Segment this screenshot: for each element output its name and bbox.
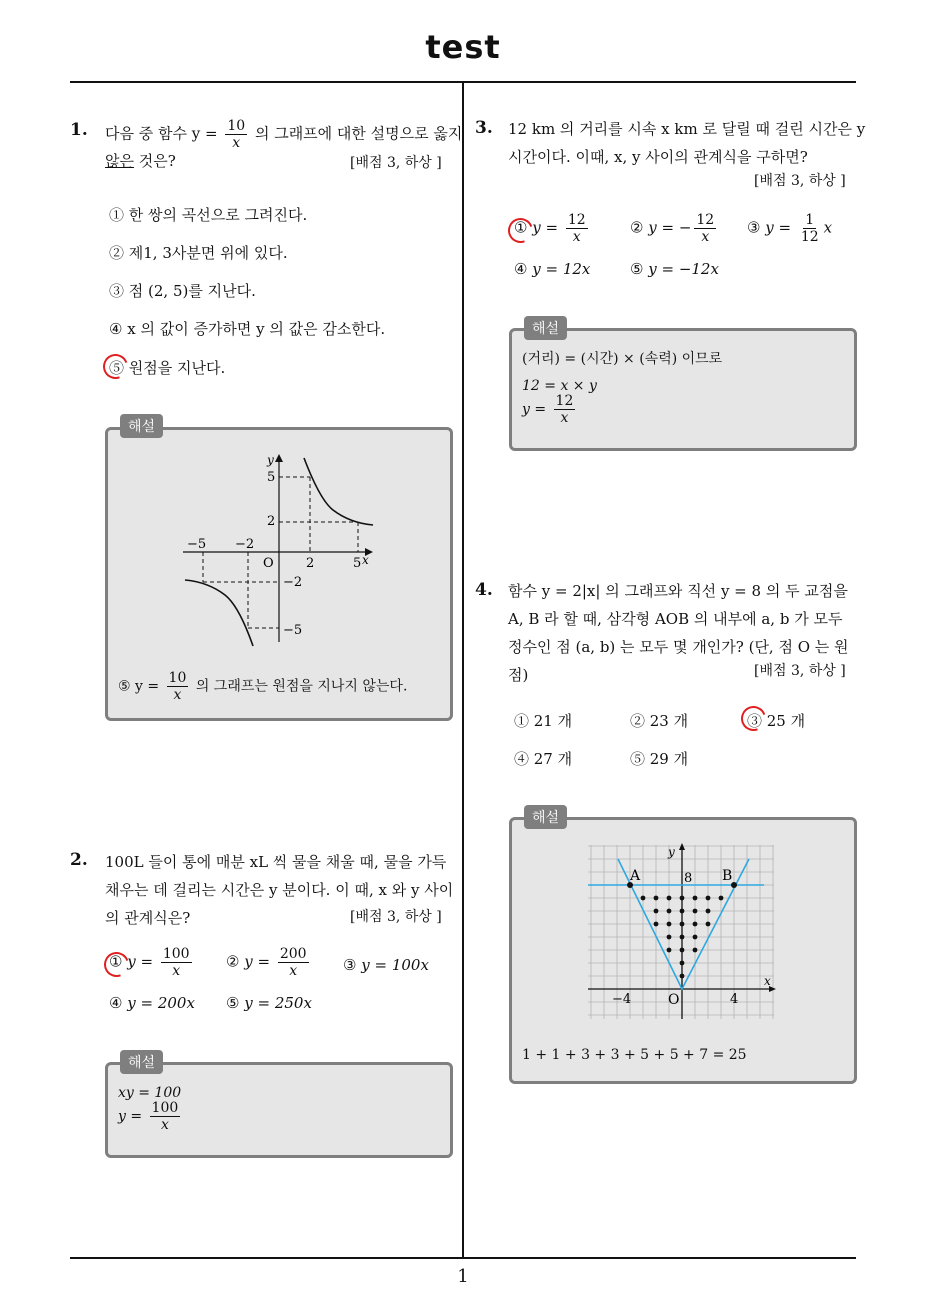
q3-option-2[interactable] xyxy=(630,212,719,245)
lattice-point xyxy=(680,935,685,940)
tick-yn2: −2 xyxy=(283,575,303,590)
q3-explanation-tag: 해설 xyxy=(524,316,567,340)
q1-stem-d: 것은? xyxy=(133,152,176,170)
lattice-point xyxy=(693,909,698,914)
q3-stem xyxy=(508,115,866,171)
q3-line1: 12 km 의 거리를 시속 x km 로 달릴 때 걸린 시간은 y xyxy=(508,120,866,138)
q4-option-4[interactable]: ④ 27 개 xyxy=(514,750,573,768)
column-divider xyxy=(462,83,464,1259)
q3-exp-den: x xyxy=(560,410,569,426)
lattice-point xyxy=(654,922,659,927)
q3-exp-l3-pre: y = xyxy=(522,401,551,418)
q4-explanation-sum: 1 + 1 + 3 + 3 + 5 + 5 + 7 = 25 xyxy=(522,1047,747,1063)
q2-exp-frac xyxy=(150,1100,181,1133)
q1-option-3[interactable]: ③ 점 (2, 5)를 지난다. xyxy=(109,282,256,300)
tick-y5: 5 xyxy=(267,470,276,485)
q3-exp-l2: 12 = x × y xyxy=(522,378,597,394)
q3-opt1-num: 12 xyxy=(567,212,586,228)
label-y: y xyxy=(668,845,675,859)
q2-line3: 의 관계식은? xyxy=(105,909,191,927)
q3-opt2-frac xyxy=(694,212,716,245)
q4-option-2[interactable]: ② 23 개 xyxy=(630,712,689,730)
page-title: test xyxy=(425,28,501,66)
q2-opt2-frac xyxy=(278,946,309,979)
q2-opt5-label: ⑤ xyxy=(226,994,240,1012)
q1-option-4[interactable]: ④ x 의 값이 증가하면 y 의 값은 감소한다. xyxy=(109,320,386,338)
q2-opt4-label: ④ xyxy=(109,994,123,1012)
q3-option-5[interactable] xyxy=(630,260,719,278)
q3-opt2-label: ② xyxy=(630,218,644,237)
q1-exp-fraction xyxy=(167,670,189,703)
q4-line3: 정수인 점 (a, b) 는 모두 몇 개인가? (단, 점 O 는 원 xyxy=(508,638,849,656)
q1-hyperbola-graph xyxy=(175,450,385,650)
q3-opt2-pre: y = − xyxy=(648,218,692,237)
q3-exp-line3 xyxy=(522,393,578,426)
q2-number: 2. xyxy=(70,850,88,870)
q2-exp-l2-pre: y = xyxy=(118,1108,147,1125)
q1-exp-a: ⑤ y = xyxy=(118,678,164,695)
q3-opt1-label: ① xyxy=(514,218,528,237)
q2-opt5-text: y = 250x xyxy=(244,994,312,1012)
q3-opt1-pre: y = xyxy=(532,218,563,237)
q4-points: [배점 3, 하상 ] xyxy=(754,663,846,679)
q3-points: [배점 3, 하상 ] xyxy=(754,173,846,189)
q1-exp-num: 10 xyxy=(168,670,187,686)
lattice-point xyxy=(706,922,711,927)
q2-points: [배점 3, 하상 ] xyxy=(350,909,442,925)
q1-stem-a: 다음 중 함수 y = xyxy=(105,124,223,143)
curve-first-quadrant xyxy=(304,458,373,525)
lattice-point xyxy=(693,935,698,940)
q2-explanation-tag: 해설 xyxy=(120,1050,163,1074)
q1-exp-den: x xyxy=(173,687,182,703)
graph-origin: O xyxy=(263,556,274,571)
q2-exp-line2 xyxy=(118,1100,183,1133)
q3-exp-num: 12 xyxy=(555,393,574,409)
q2-exp-l1: xy = 100 xyxy=(118,1085,182,1101)
q1-exp-b: 의 그래프는 원점을 지나지 않는다. xyxy=(191,678,408,695)
lattice-point xyxy=(706,896,711,901)
q1-option-1[interactable]: ① 한 쌍의 곡선으로 그려진다. xyxy=(109,206,308,224)
label-4: 4 xyxy=(730,992,739,1007)
q3-opt5-label: ⑤ xyxy=(630,260,644,278)
q4-line4: 점) xyxy=(508,666,529,684)
q4-lattice-graph xyxy=(588,843,778,1021)
q4-option-1[interactable]: ① 21 개 xyxy=(514,712,573,730)
q2-option-3[interactable] xyxy=(343,956,429,974)
lattice-point xyxy=(667,948,672,953)
page-number: 1 xyxy=(457,1266,469,1287)
q3-option-3[interactable] xyxy=(747,212,832,245)
label-neg4: −4 xyxy=(612,992,632,1007)
q3-option-4[interactable] xyxy=(514,260,590,278)
label-origin: O xyxy=(668,992,680,1008)
q2-line2: 채우는 데 걸리는 시간은 y 분이다. 이 때, x 와 y 사이 xyxy=(105,881,454,899)
label-B: B xyxy=(722,868,733,884)
q3-line2: 시간이다. 이때, x, y 사이의 관계식을 구하면? xyxy=(508,148,808,166)
q3-opt3-label: ③ xyxy=(747,218,761,237)
q3-opt4-label: ④ xyxy=(514,260,528,278)
curve-third-quadrant xyxy=(185,580,253,646)
footer-rule xyxy=(70,1257,856,1259)
q4-line2: A, B 라 할 때, 삼각형 AOB 의 내부에 a, b 가 모두 xyxy=(508,610,843,628)
lattice-point xyxy=(680,974,685,979)
lattice-point xyxy=(680,922,685,927)
lattice-point xyxy=(693,922,698,927)
q4-option-3[interactable]: ③ 25 개 xyxy=(747,712,806,730)
tick-xn5: −5 xyxy=(187,537,207,552)
label-x: x xyxy=(764,974,771,988)
q2-option-4[interactable] xyxy=(109,994,195,1012)
q2-opt4-text: y = 200x xyxy=(127,994,195,1012)
q4-explanation-tag: 해설 xyxy=(524,805,567,829)
q4-option-5[interactable]: ⑤ 29 개 xyxy=(630,750,689,768)
lattice-point xyxy=(667,922,672,927)
q3-opt4-text: y = 12x xyxy=(532,260,591,278)
q3-opt3-num: 1 xyxy=(805,212,815,228)
q1-stem-c: 않은 xyxy=(105,152,134,170)
q1-number: 1. xyxy=(70,120,88,140)
q3-opt1-den: x xyxy=(572,229,581,245)
label-A: A xyxy=(630,868,641,884)
lattice-point xyxy=(680,948,685,953)
graph-x-label: x xyxy=(362,553,369,567)
q2-option-5[interactable] xyxy=(226,994,312,1012)
q1-option-2[interactable]: ② 제1, 3사분면 위에 있다. xyxy=(109,244,288,262)
lattice-point xyxy=(680,961,685,966)
q1-answer-mark xyxy=(99,350,132,383)
q2-opt1-pre: y = xyxy=(127,952,158,971)
q2-opt2-num: 200 xyxy=(279,946,307,962)
q1-option-5[interactable]: ⑤ 원점을 지난다. xyxy=(109,359,226,377)
lattice-point xyxy=(706,909,711,914)
q4-line1: 함수 y = 2|x| 의 그래프와 직선 y = 8 의 두 교점을 xyxy=(508,582,848,600)
q2-opt1-num: 100 xyxy=(162,946,190,962)
q2-opt1-frac xyxy=(161,946,192,979)
lattice-point xyxy=(654,896,659,901)
q2-option-2[interactable] xyxy=(226,946,312,979)
q1-points: [배점 3, 하상 ] xyxy=(350,155,442,171)
lattice-point xyxy=(667,896,672,901)
lattice-point xyxy=(680,909,685,914)
graph-y-label: y xyxy=(267,453,274,467)
label-8: 8 xyxy=(684,871,693,886)
lattice-point xyxy=(667,935,672,940)
y-axis-arrow xyxy=(679,843,685,850)
q2-opt3-label: ③ xyxy=(343,956,357,974)
q3-opt5-text: y = −12x xyxy=(648,260,719,278)
q3-opt2-den: x xyxy=(701,229,710,245)
q2-line1: 100L 들이 통에 매분 xL 씩 물을 채울 때, 물을 가득 xyxy=(105,853,447,871)
lattice-point xyxy=(667,909,672,914)
lattice-point xyxy=(654,909,659,914)
tick-x5: 5 xyxy=(353,556,362,571)
q1-frac-num: 10 xyxy=(227,118,246,134)
q3-opt3-post: x xyxy=(823,218,833,237)
q1-fraction xyxy=(225,118,247,151)
q1-explanation-text xyxy=(118,670,407,703)
q3-exp-frac xyxy=(554,393,576,426)
q3-opt1-frac xyxy=(566,212,588,245)
y-axis-arrow xyxy=(275,454,283,462)
q3-exp-line1: (거리) = (시간) × (속력) 이므로 xyxy=(522,351,723,367)
q2-opt2-den: x xyxy=(289,963,298,979)
q2-exp-den: x xyxy=(160,1117,169,1133)
tick-yn5: −5 xyxy=(283,623,303,638)
tick-y2: 2 xyxy=(267,514,276,529)
q1-frac-den: x xyxy=(232,135,241,151)
q3-opt2-num: 12 xyxy=(696,212,715,228)
lattice-point xyxy=(680,896,685,901)
q2-opt3-text: y = 100x xyxy=(361,956,429,974)
q2-opt1-den: x xyxy=(172,963,181,979)
q3-opt3-den: 12 xyxy=(800,229,819,245)
tick-xn2: −2 xyxy=(235,537,255,552)
q2-opt1-label: ① xyxy=(109,952,123,971)
q4-number: 4. xyxy=(475,580,493,600)
lattice-point xyxy=(693,948,698,953)
q2-exp-num: 100 xyxy=(151,1100,179,1116)
q3-opt3-pre: y = xyxy=(765,218,796,237)
lattice-point xyxy=(641,896,646,901)
q1-explanation-tag: 해설 xyxy=(120,414,163,438)
q3-number: 3. xyxy=(475,118,493,138)
tick-x2: 2 xyxy=(306,556,315,571)
q2-opt2-pre: y = xyxy=(244,952,275,971)
q2-opt2-label: ② xyxy=(226,952,240,971)
lattice-point xyxy=(719,896,724,901)
q1-stem-b: 의 그래프에 대한 설명으로 옳지 xyxy=(250,124,463,143)
q3-opt3-frac xyxy=(799,212,821,245)
lattice-point xyxy=(693,896,698,901)
